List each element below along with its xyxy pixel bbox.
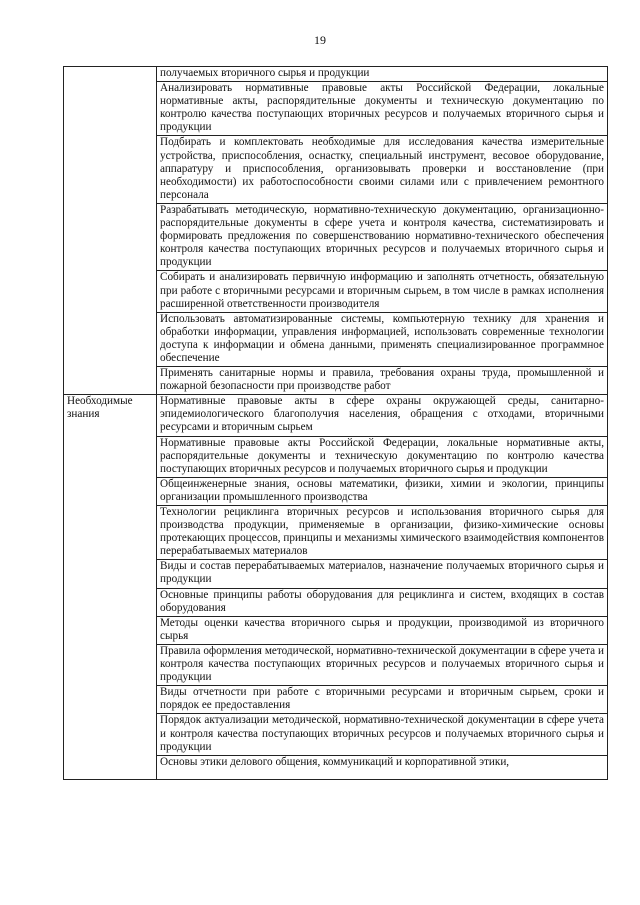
knowledge-item: Методы оценки качества вторичного сырья и продукции, производимой из вторичного сырья [157,616,608,644]
skill-item: Собирать и анализировать первичную информацию и заполнять отчетность, обязательную при работе с вторичными ресурсами и вторичным сырьем, в том числе в рамках исполнения расширенной ответственности производителя [157,271,608,312]
skill-item: Применять санитарные нормы и правила, требования охраны труда, промышленной и пожарной безопасности при производстве работ [157,367,608,395]
skill-item: Анализировать нормативные правовые акты Российской Федерации, локальные нормативные акты, распорядительные документы и техническую документацию по контролю качества поступающих вторичных ресурсов и получаемых вторичного сырья и продукции [157,82,608,136]
knowledge-label: Необходимые знания [64,395,157,779]
knowledge-item: Порядок актуализации методической, нормативно-технической документации в сфере учета и контроля качества поступающих вторичных ресурсов и получаемых вторичного сырья и продукции [157,714,608,755]
knowledge-item: Правила оформления методической, нормативно-технической документации в сфере учета и контроля качества поступающих вторичных ресурсов и получаемых вторичного сырья и продукции [157,644,608,685]
knowledge-item: Общеинженерные знания, основы математики, физики, химии и экологии, принципы организации промышленного производства [157,477,608,505]
knowledge-item: Виды и состав перерабатываемых материалов, назначение получаемых вторичного сырья и продукции [157,560,608,588]
skill-item: получаемых вторичного сырья и продукции [157,67,608,82]
skill-item: Использовать автоматизированные системы, компьютерную технику для хранения и обработки информации, управления информацией, использовать современные технологии доступа к информации и обмена данными, применять специализированное программное обеспечение [157,312,608,366]
table-row [64,395,608,436]
skill-item: Подбирать и комплектовать необходимые для исследования качества измерительные устройства, приспособления, оснастку, специальный инструмент, весовое оборудование, аппаратуру и приспособления, организовывать проверки и восстановление (при необходимости) их работоспособности своими силами или с привлечением ремонтного персонала [157,136,608,203]
knowledge-item: Технологии рециклинга вторичных ресурсов и использования вторичного сырья для производства продукции, применяемые в организации, физико-химические основы протекающих процессов, принципы и механизмы химического взаимодействия компонентов перерабатываемых материалов [157,506,608,560]
knowledge-item: Нормативные правовые акты Российской Федерации, локальные нормативные акты, распорядительные документы и техническую документацию по контролю качества поступающих вторичных ресурсов и получаемых вторичного сырья и продукции [157,436,608,477]
knowledge-item-text: Основы этики делового общения, коммуникаций и корпоративной этики, [160,755,510,768]
page-number: 19 [314,33,326,47]
knowledge-item: Нормативные правовые акты в сфере охраны окружающей среды, санитарно-эпидемиологического благополучия населения, обращения с отходами, вторичными ресурсами и вторичным сырьем [157,395,608,436]
knowledge-item: Основные принципы работы оборудования для рециклинга и систем, входящих в состав оборудования [157,588,608,616]
table-row [64,67,608,82]
skill-item: Разрабатывать методическую, нормативно-техническую документацию, организационно-распорядительные документы в сфере учета и контроля качества, систематизировать и формировать предложения по совершенствованию нормативно-технического обеспечения контроля качества поступающих вторичных ресурсов и получаемых вторичного сырья и продукции [157,203,608,270]
knowledge-item: Виды отчетности при работе с вторичными ресурсами и вторичным сырьем, сроки и порядок ее предоставления [157,686,608,714]
skills-label-cell [64,67,157,395]
knowledge-item [157,755,608,779]
requirements-table [63,66,608,780]
